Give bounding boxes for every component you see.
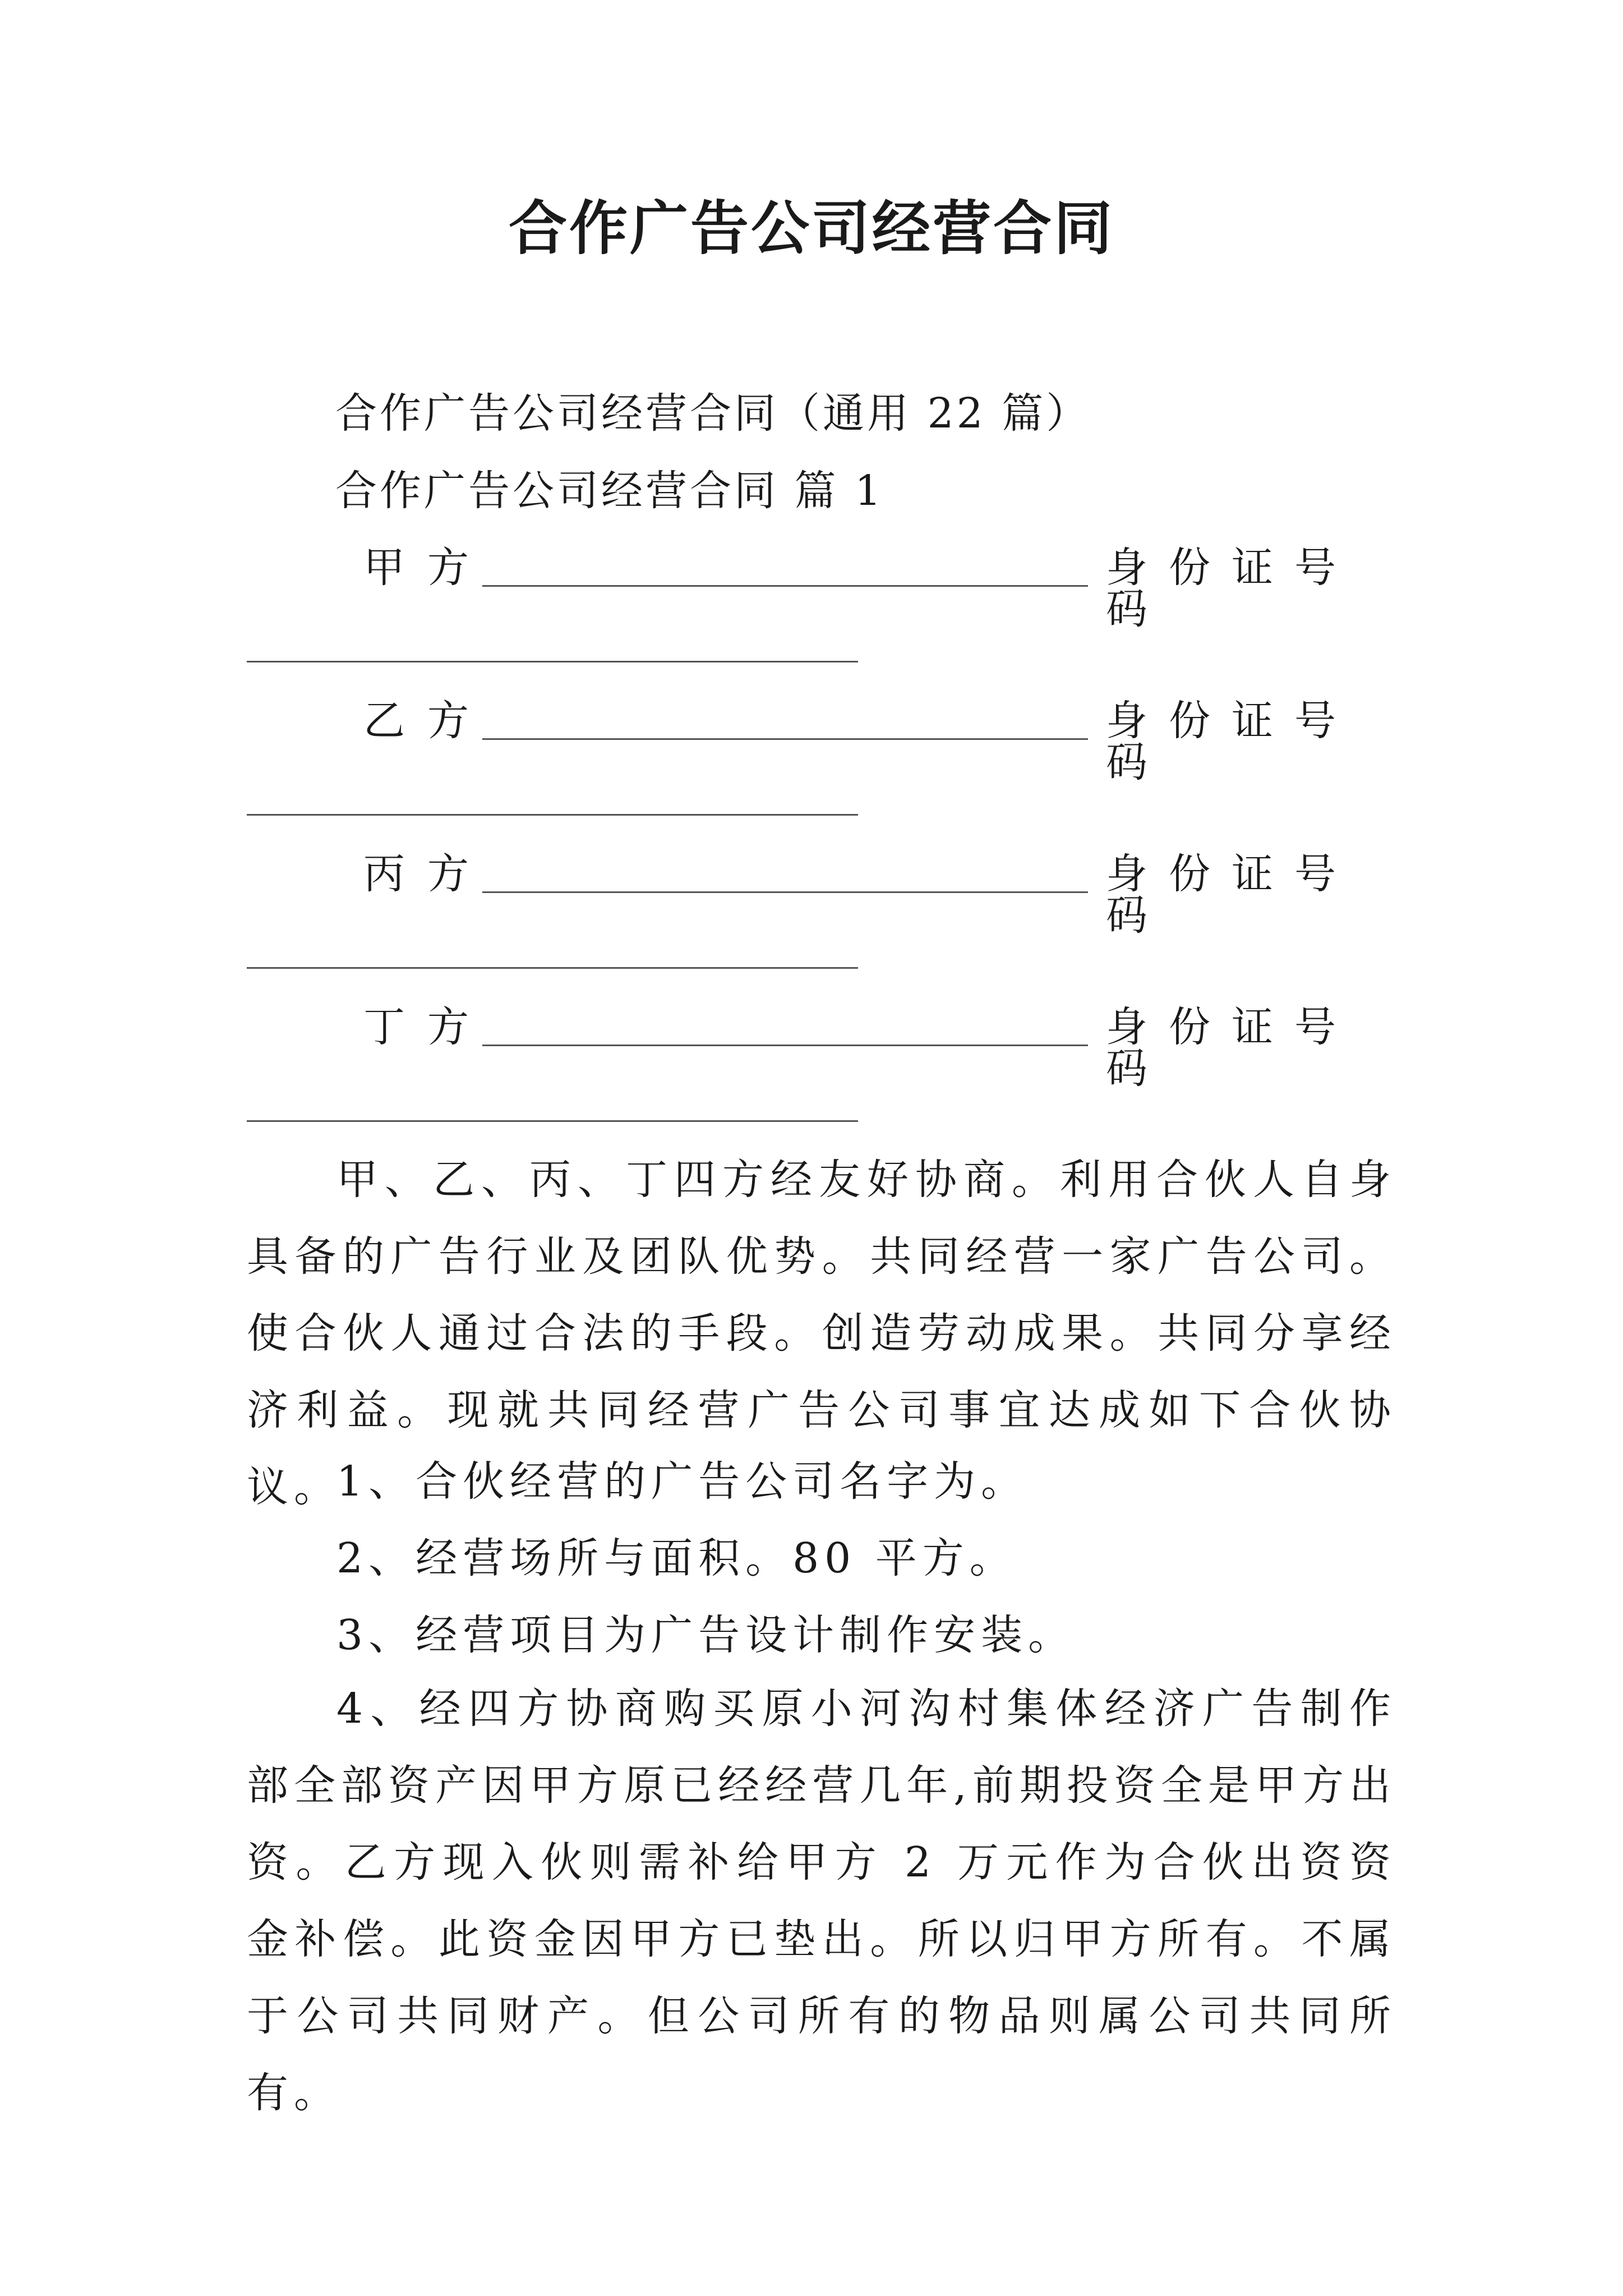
- id-number-blank: [247, 661, 858, 662]
- id-number-label: 身份证号码: [1106, 697, 1357, 786]
- id-number-label: 身份证号码: [1106, 544, 1357, 633]
- party-row-ding: [359, 1003, 1385, 1093]
- id-number-label: 身份证号码: [1106, 1003, 1357, 1093]
- document-subtitle: 合作广告公司经营合同（通用 22 篇）: [335, 389, 1091, 438]
- id-number-blank: [247, 967, 858, 969]
- id-number-label: 身份证号码: [1106, 850, 1357, 940]
- clause-item: 2、经营场所与面积。80 平方。: [336, 1534, 1017, 1582]
- party-name: 乙方: [363, 697, 491, 745]
- id-number-blank: [247, 1120, 858, 1122]
- section-heading: 合作广告公司经营合同 篇 1: [335, 467, 884, 515]
- clause-item: 1、合伙经营的广告公司名字为。: [336, 1457, 1029, 1506]
- party-name: 甲方: [363, 544, 491, 592]
- party-name-blank: [482, 1045, 1088, 1046]
- party-name-blank: [482, 738, 1088, 740]
- clause-item: 3、经营项目为广告设计制作安装。: [336, 1611, 1076, 1659]
- party-name-blank: [482, 891, 1088, 893]
- intro-paragraph: 甲、乙、丙、丁四方经友好协商。利用合伙人自身具备的广告行业及团队优势。共同经营一家广告公司。使合伙人通过合法的手段。创造劳动成果。共同分享经济利益。现就共同经营广告公司事宜达成如下合伙协议。: [247, 1156, 1396, 1511]
- clause-4-paragraph: 4、经四方协商购买原小河沟村集体经济广告制作部全部资产因甲方原已经经营几年,前期投资全是甲方出资。乙方现入伙则需补给甲方 2 万元作为合伙出资资金补偿。此资金因甲方已垫出。所以归甲方所有。不属于公司共同财产。但公司所有的物品则属公司共同所有。: [247, 1685, 1396, 2117]
- party-row-yi: [359, 697, 1385, 786]
- party-name-blank: [482, 585, 1088, 587]
- document-title: 合作广告公司经营合同: [508, 194, 1114, 263]
- party-name: 丙方: [363, 850, 491, 898]
- party-row-jia: [359, 544, 1385, 633]
- id-number-blank: [247, 814, 858, 816]
- party-name: 丁方: [363, 1003, 491, 1051]
- party-row-bing: [359, 850, 1385, 940]
